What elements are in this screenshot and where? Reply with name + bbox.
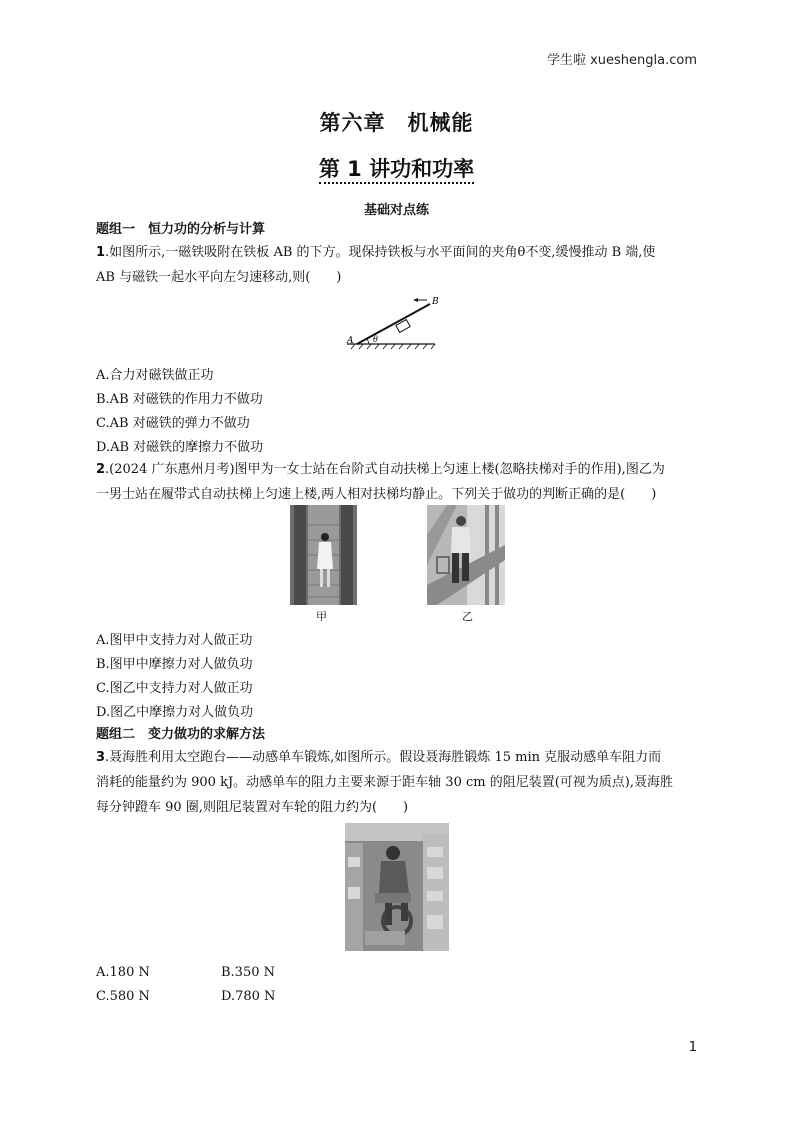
q2-option-d: D.图乙中摩擦力对人做负功 [96,705,254,720]
q1-option-c: C.AB 对磁铁的弹力不做功 [96,416,250,431]
q3-option-d: D.780 N [221,989,276,1004]
q1-line1 [96,240,696,265]
photo-escalator-b [427,505,505,605]
angle-arc [367,339,369,344]
label-b: B [432,297,439,307]
site-header: 学生啦 xueshengla.com [546,53,697,68]
lecture-title: 第 1 讲功和功率 [319,157,474,184]
caption-yi: 乙 [462,610,473,623]
q3-line2: 消耗的能量约为 900 kJ。动感单车的阻力主要来源于距车轴 30 cm 的阻尼装置(可视为质点),聂海胜 [96,775,673,790]
q1-figure [345,292,440,350]
question-2 [96,457,696,507]
iron-plate-ab [357,304,430,344]
q2-line1-text: .(2024 广东惠州月考)图甲为一女士站在台阶式自动扶梯上匀速上楼(忽略扶梯对手的作用),图乙为 [105,462,665,477]
question-1 [96,240,696,290]
caption-jia: 甲 [316,610,327,623]
q2-line2: 一男士站在履带式自动扶梯上匀速上楼,两人相对扶梯均静止。下列关于做功的判断正确的是( ) [96,487,657,502]
lecture-title-wrap [0,153,793,183]
question-3 [96,745,696,820]
q1-number: 1 [96,245,106,260]
q3-number: 3 [96,750,106,765]
push-arrowhead [413,298,418,302]
page-number: 1 [688,1040,697,1055]
q3-line1 [96,745,696,770]
q3-option-b: B.350 N [221,965,276,980]
section-title: 基础对点练 [363,203,429,218]
q1-line1-text: .如图所示,一磁铁吸附在铁板 AB 的下方。现保持铁板与水平面间的夹角θ不变,缓慢推动 B 端,使 [105,245,656,260]
q2-number: 2 [96,462,106,477]
q1-line2: AB 与磁铁一起水平向左匀速移动,则( ) [96,270,342,285]
q3-line1-text: .聂海胜利用太空跑台——动感单车锻炼,如图所示。假设聂海胜锻炼 15 min 克服动感单车阻力而 [105,750,662,765]
q3-line3: 每分钟蹬车 90 圈,则阻尼装置对车轮的阻力约为( ) [96,800,409,815]
ground-hatch [351,344,435,349]
q3-option-c: C.580 N [96,989,150,1004]
photo-space-bike [345,823,449,951]
group1-title: 题组一 恒力功的分析与计算 [96,222,266,237]
q2-line1 [96,457,696,482]
chapter-title: 第六章 机械能 [319,111,474,135]
q2-option-a: A.图甲中支持力对人做正功 [96,633,253,648]
q1-option-d: D.AB 对磁铁的摩擦力不做功 [96,440,264,455]
q3-option-a: A.180 N [96,965,150,980]
q1-option-b: B.AB 对磁铁的作用力不做功 [96,392,263,407]
q1-option-a: A.合力对磁铁做正功 [96,368,214,383]
label-a: A [347,336,354,346]
q2-option-b: B.图甲中摩擦力对人做负功 [96,657,253,672]
label-theta: θ [373,335,378,344]
group2-title: 题组二 变力做功的求解方法 [96,727,266,742]
q2-option-c: C.图乙中支持力对人做正功 [96,681,253,696]
photo-escalator-a [290,505,357,605]
